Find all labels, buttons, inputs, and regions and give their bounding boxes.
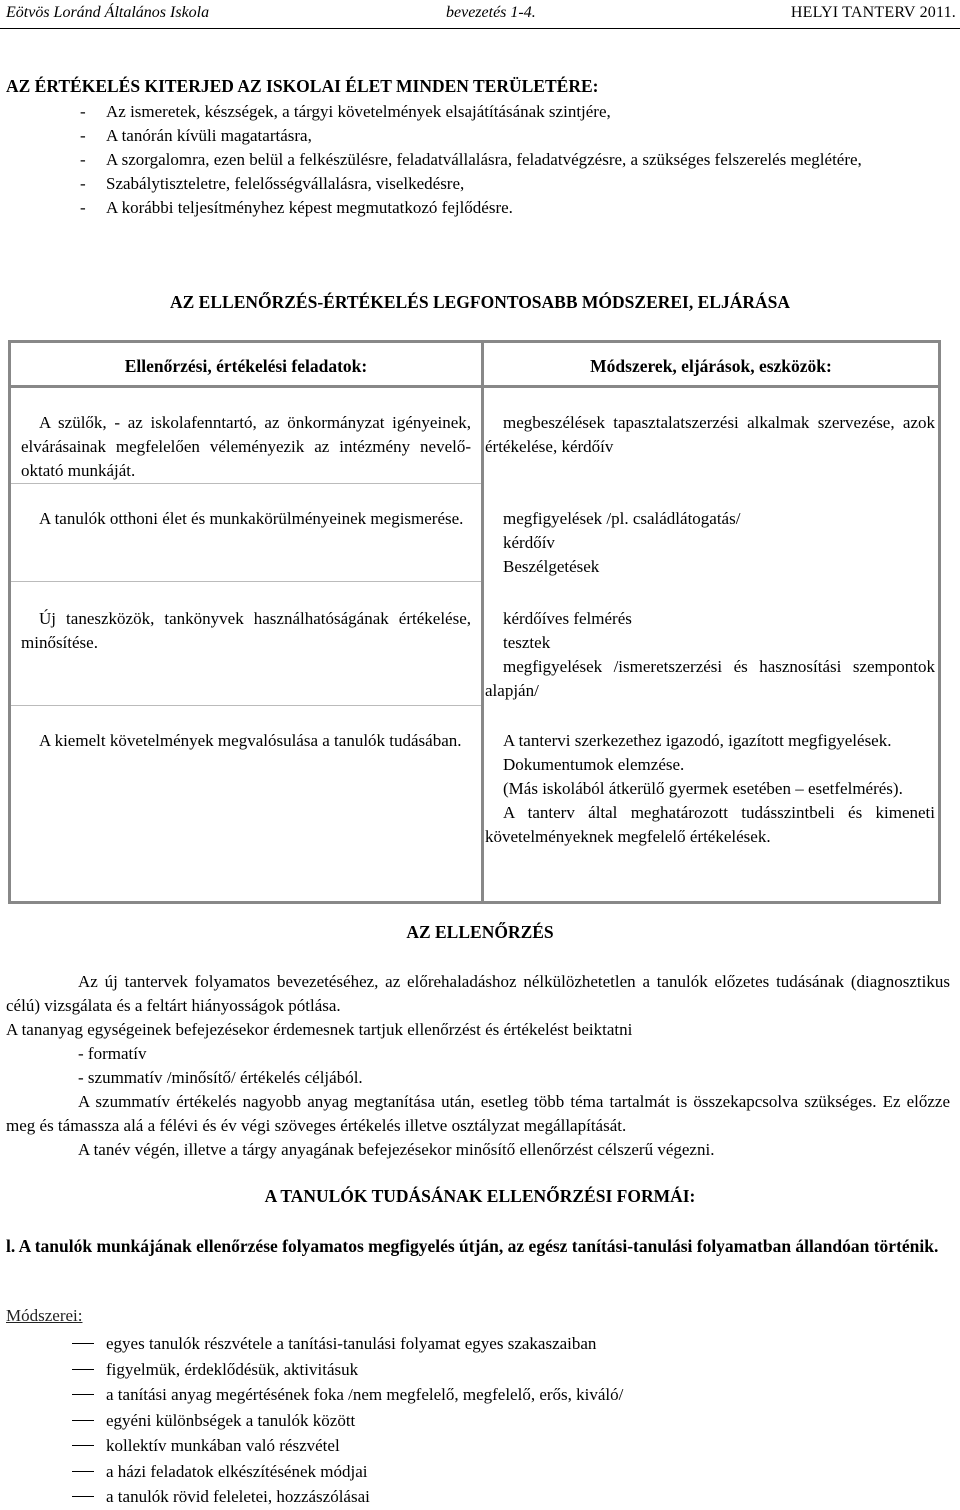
list-item [0,1382,955,1408]
forms-heading: A TANULÓK TUDÁSÁNAK ELLENŐRZÉSI FORMÁI: [264,1186,696,1206]
methods-table-title: AZ ELLENŐRZÉS-ÉRTÉKELÉS LEGFONTOSABB MÓDSZEREI, ELJÁRÁSA [170,292,790,312]
list-item [0,1433,955,1459]
header-curriculum: HELYI TANTERV 2011. [790,4,956,21]
method-line: megbeszélések tapasztalatszerzési alkalmak szervezése, azok értékelése, kérdőív [485,413,935,456]
control-paragraph: Az új tantervek folyamatos bevezetéséhez, az előrehaladáshoz nélkülözhetetlen a tanulók előzetes tudásának (diagnosztikus célú) vizsgálata és a feltárt hiányosságok pótlása. [6,972,950,1015]
control-option: - szummatív /minősítő/ értékelés céljából. [78,1068,363,1087]
method-line: Dokumentumok elemzése. [503,755,685,774]
table-row-divider [11,705,481,706]
dash-marker: - [80,102,86,121]
list-item-text: a tanulók rövid feleletei, hozzászólásai [106,1487,370,1506]
table-cell-task: A tanulók otthoni élet és munkakörülményeinek megismerése. [39,509,464,528]
list-item [0,100,955,124]
dash-marker: - [80,174,86,193]
methods-label: Módszerei: [6,1306,83,1325]
dash-marker [72,1445,94,1446]
list-item-text: a házi feladatok elkészítésének módjai [106,1461,368,1481]
control-paragraph: A szummatív értékelés nagyobb anyag megtanítása után, esetleg több téma tartalmát is összekapcsolva szükséges. Ez előzze meg és támassza alá a félévi és év végi szöveges értékelés illetve osztályzat megállapítását. [6,1092,950,1135]
list-item-text: A tanórán kívüli magatartásra, [106,126,312,145]
control-paragraph: A tananyag egységeinek befejezésekor érdemesnek tartjuk ellenőrzést és értékelést beiktatni [6,1020,633,1039]
table-cell-task: Új taneszközök, tankönyvek használhatóságának értékelése, minősítése. [21,609,471,652]
evaluation-scope-list [0,100,955,220]
control-paragraph: A tanév végén, illetve a tárgy anyagának befejezésekor minősítő ellenőrzést célszerű végezni. [78,1140,715,1159]
dash-marker: - [80,150,86,169]
list-item [0,148,955,172]
table-header-divider [11,385,938,388]
control-option: - formatív [78,1044,147,1063]
list-item-text: Szabálytiszteletre, felelősségvállalásra, viselkedésre, [106,174,465,193]
dash-marker [72,1343,94,1344]
method-line: A tanterv által meghatározott tudásszintbeli és kimeneti követelményeknek megfelelő értékelések. [485,803,935,846]
control-body [6,970,950,1162]
method-line: (Más iskolából átkerülő gyermek esetében – esetfelmérés). [503,779,903,798]
list-item-text: a tanítási anyag megértésének foka /nem megfelelő, megfelelő, erős, kiváló/ [106,1385,624,1404]
header-section: bevezetés 1-4. [446,4,536,21]
control-heading: AZ ELLENŐRZÉS [406,922,554,942]
list-item-text: figyelmük, érdeklődésük, aktivitásuk [106,1359,359,1379]
list-item [0,1357,955,1383]
table-cell-methods [485,507,935,579]
list-item [0,1408,955,1434]
method-line: tesztek [503,633,551,652]
list-item [0,124,955,148]
list-item-text: Az ismeretek, készségek, a tárgyi követelmények elsajátításának szintjére, [106,102,611,121]
dash-marker [72,1471,94,1472]
table-cell-methods [485,729,935,849]
page-header [0,0,960,30]
dash-marker [72,1369,94,1370]
list-item [0,1331,955,1357]
table-cell-methods [485,607,935,703]
header-divider [0,28,960,29]
method-line: kérdőíves felmérés [503,609,632,628]
method-line: kérdőív [503,533,555,552]
methods-table [8,340,941,904]
method-line: Beszélgetések [503,557,600,576]
list-item [0,1484,955,1510]
list-item [0,172,955,196]
list-item-text: A korábbi teljesítményhez képest megmutatkozó fejlődésre. [106,198,513,217]
list-item [0,1459,955,1485]
dash-marker [72,1420,94,1421]
list-item-text: egyéni különbségek a tanulók között [106,1410,356,1430]
table-header-methods: Módszerek, eljárások, eszközök: [590,356,832,376]
evaluation-scope-heading: AZ ÉRTÉKELÉS KITERJED AZ ISKOLAI ÉLET MINDEN TERÜLETÉRE: [6,76,599,96]
table-header-tasks: Ellenőrzési, értékelési feladatok: [124,356,368,376]
table-cell-methods [485,411,935,459]
table-cell-task: A kiemelt követelmények megvalósulása a tanulók tudásában. [39,731,462,750]
list-item [0,196,955,220]
table-row-divider [11,581,481,582]
header-school-name: Eötvös Loránd Általános Iskola [6,4,210,21]
method-line: A tantervi szerkezethez igazodó, igazított megfigyelések. [503,731,892,750]
dash-marker [72,1496,94,1497]
method-line: megfigyelések /pl. családlátogatás/ [503,509,741,528]
table-cell-task: A szülők, - az iskolafenntartó, az önkormányzat igényeinek, elvárásainak megfelelően véleményezik az intézmény nevelő-oktató munkáját. [21,413,471,480]
list-item-text: kollektív munkában való részvétel [106,1436,340,1455]
forms-point-1: l. A tanulók munkájának ellenőrzése folyamatos megfigyelés útján, az egész tanítási-tanulási folyamatban állandóan történik. [6,1236,939,1256]
table-column-divider [481,343,484,901]
dash-marker [72,1394,94,1395]
observation-methods-list [0,1331,955,1510]
list-item-text: A szorgalomra, ezen belül a felkészülésre, feladatvállalásra, feladatvégzésre, a szükséges felszerelés meglétére, [106,150,862,169]
table-row-divider [11,483,481,484]
dash-marker: - [80,198,86,217]
method-line: megfigyelések /ismeretszerzési és hasznosítási szempontok alapján/ [485,657,935,700]
list-item-text: egyes tanulók részvétele a tanítási-tanulási folyamat egyes szakaszaiban [106,1334,597,1353]
dash-marker: - [80,126,86,145]
